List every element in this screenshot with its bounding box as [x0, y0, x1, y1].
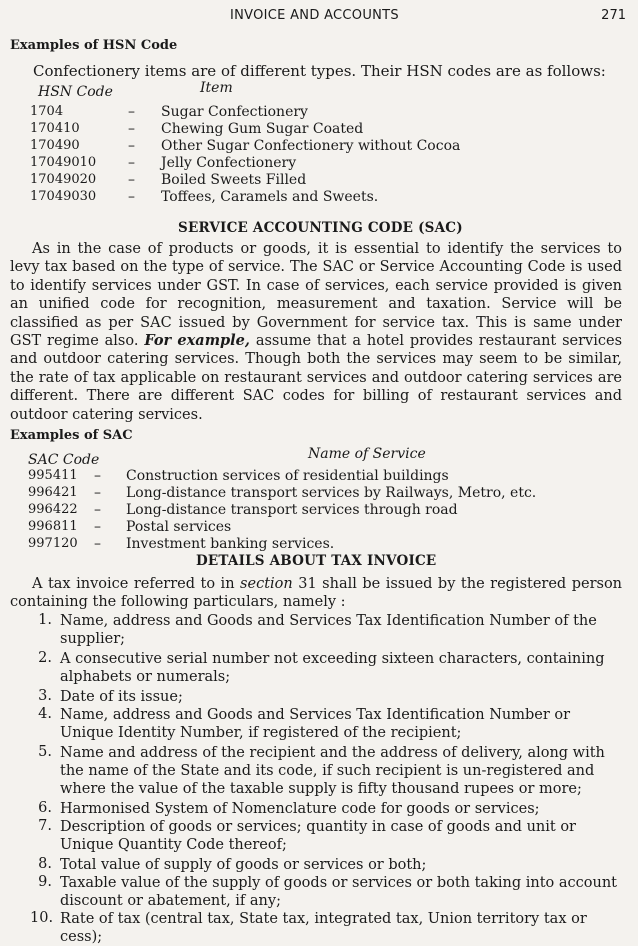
sac-heading: SERVICE ACCOUNTING CODE (SAC): [178, 220, 463, 236]
sac-col-code: SAC Code: [28, 452, 100, 468]
sac-para-rest: assume that a hotel provides restaurant services and outdoor catering services. Though both the services may seem to be similar, the rate of tax applicable on restaurant services and outdoor catering services are different. There are different SAC codes for billing of restaurant services and outdoor catering services.: [10, 333, 623, 423]
tax-invoice-heading: DETAILS ABOUT TAX INVOICE: [196, 553, 437, 569]
dash: –: [128, 155, 135, 171]
dash: –: [94, 519, 101, 535]
sac-service-name: Postal services: [126, 519, 232, 535]
list-item: [28, 485, 608, 502]
list-item: [30, 138, 590, 155]
item-number: 7.: [38, 818, 52, 834]
tax-intro-a: A tax invoice referred to in: [32, 576, 235, 592]
running-title: INVOICE AND ACCOUNTS: [230, 8, 399, 23]
item-text: Description of goods or services; quantity in case of goods and unit or Unique Quantity Code thereof;: [60, 819, 576, 853]
hsn-col-item: Item: [200, 80, 233, 96]
tax-intro-section: section: [240, 576, 293, 592]
hsn-code: 17049020: [30, 172, 97, 187]
item-text: Harmonised System of Nomenclature code for goods or services;: [60, 801, 540, 817]
hsn-code: 170410: [30, 121, 80, 136]
hsn-item: Boiled Sweets Filled: [161, 172, 307, 188]
hsn-item: Other Sugar Confectionery without Cocoa: [161, 138, 461, 154]
dash: –: [128, 189, 135, 205]
dash: –: [94, 485, 101, 501]
item-number: 2.: [38, 650, 52, 666]
list-item: [28, 468, 608, 485]
hsn-item: Toffees, Caramels and Sweets.: [161, 189, 379, 205]
item-text: Name, address and Goods and Services Tax Identification Number or Unique Identity Number, if registered of the recipient;: [60, 707, 571, 741]
item-text: Rate of tax (central tax, State tax, integrated tax, Union territory tax or cess);: [60, 911, 587, 945]
item-text: Total value of supply of goods or services or both;: [60, 857, 427, 873]
list-item: [30, 121, 590, 138]
dash: –: [128, 104, 135, 120]
item-number: 8.: [38, 856, 52, 872]
item-number: 6.: [38, 800, 52, 816]
sac-para-main: As in the case of products or goods, it is essential to identify the services to levy tax based on the type of service. The SAC or Service Accounting Code is used to identify services under GST. In case of services, each service provided is given an unified code for recognition, measurement and taxation. Service will be classified as per SAC issued by Government for service tax. This is same under GST regime also.: [10, 241, 622, 350]
sac-service-name: Investment banking services.: [126, 536, 335, 552]
hsn-col-code: HSN Code: [38, 84, 113, 100]
list-item: [30, 155, 590, 172]
tax-invoice-intro: [10, 575, 622, 612]
item-text: Date of its issue;: [60, 689, 183, 705]
page-number: 271: [601, 8, 626, 23]
list-item: [28, 502, 608, 519]
dash: –: [94, 502, 101, 518]
dash: –: [94, 468, 101, 484]
item-number: 3.: [38, 688, 52, 704]
sac-service-name: Long-distance transport services by Railways, Metro, etc.: [126, 485, 537, 501]
item-number: 5.: [38, 744, 52, 760]
hsn-code-list: [30, 104, 590, 206]
list-item: [28, 536, 608, 553]
sac-code-list: [28, 468, 608, 553]
sac-code: 996421: [28, 485, 78, 500]
hsn-examples-label: Examples of HSN Code: [10, 38, 178, 53]
running-header: [0, 6, 638, 26]
sac-service-name: Construction services of residential buildings: [126, 468, 449, 484]
sac-para-lead: For example,: [144, 332, 250, 350]
hsn-code: 170490: [30, 138, 80, 153]
list-item: [30, 104, 590, 121]
sac-code: 996422: [28, 502, 78, 517]
tax-intro-b: 31 shall be issued by the registered person containing the following particulars, namely :: [10, 576, 623, 611]
hsn-code: 17049030: [30, 189, 97, 204]
sac-examples-label: Examples of SAC: [10, 428, 133, 443]
item-number: 10.: [30, 910, 54, 926]
sac-code: 996811: [28, 519, 78, 534]
hsn-item: Jelly Confectionery: [161, 155, 297, 171]
item-number: 1.: [38, 612, 52, 628]
hsn-code: 1704: [30, 104, 64, 119]
hsn-item: Chewing Gum Sugar Coated: [161, 121, 364, 137]
hsn-item: Sugar Confectionery: [161, 104, 308, 120]
list-item: [28, 519, 608, 536]
item-text: Taxable value of the supply of goods or services or both taking into account discount or abatement, if any;: [60, 875, 617, 909]
sac-code: 995411: [28, 468, 78, 483]
dash: –: [128, 138, 135, 154]
sac-paragraph: [10, 240, 622, 424]
hsn-intro: Confectionery items are of different types. Their HSN codes are as follows:: [33, 62, 606, 80]
item-text: Name, address and Goods and Services Tax Identification Number of the supplier;: [60, 613, 597, 647]
sac-code: 997120: [28, 536, 78, 551]
dash: –: [128, 121, 135, 137]
item-number: 9.: [38, 874, 52, 890]
list-item: [30, 172, 590, 189]
sac-col-name: Name of Service: [308, 446, 426, 462]
item-text: A consecutive serial number not exceeding sixteen characters, containing alphabets or numerals;: [60, 651, 605, 685]
item-text: Name and address of the recipient and the address of delivery, along with the name of the State and its code, if such recipient is un-registered and where the value of the taxable supply is fifty thousand rupees or more;: [60, 745, 605, 797]
list-item: [30, 189, 590, 206]
dash: –: [128, 172, 135, 188]
item-number: 4.: [38, 706, 52, 722]
dash: –: [94, 536, 101, 552]
sac-service-name: Long-distance transport services through road: [126, 502, 458, 518]
hsn-code: 17049010: [30, 155, 97, 170]
